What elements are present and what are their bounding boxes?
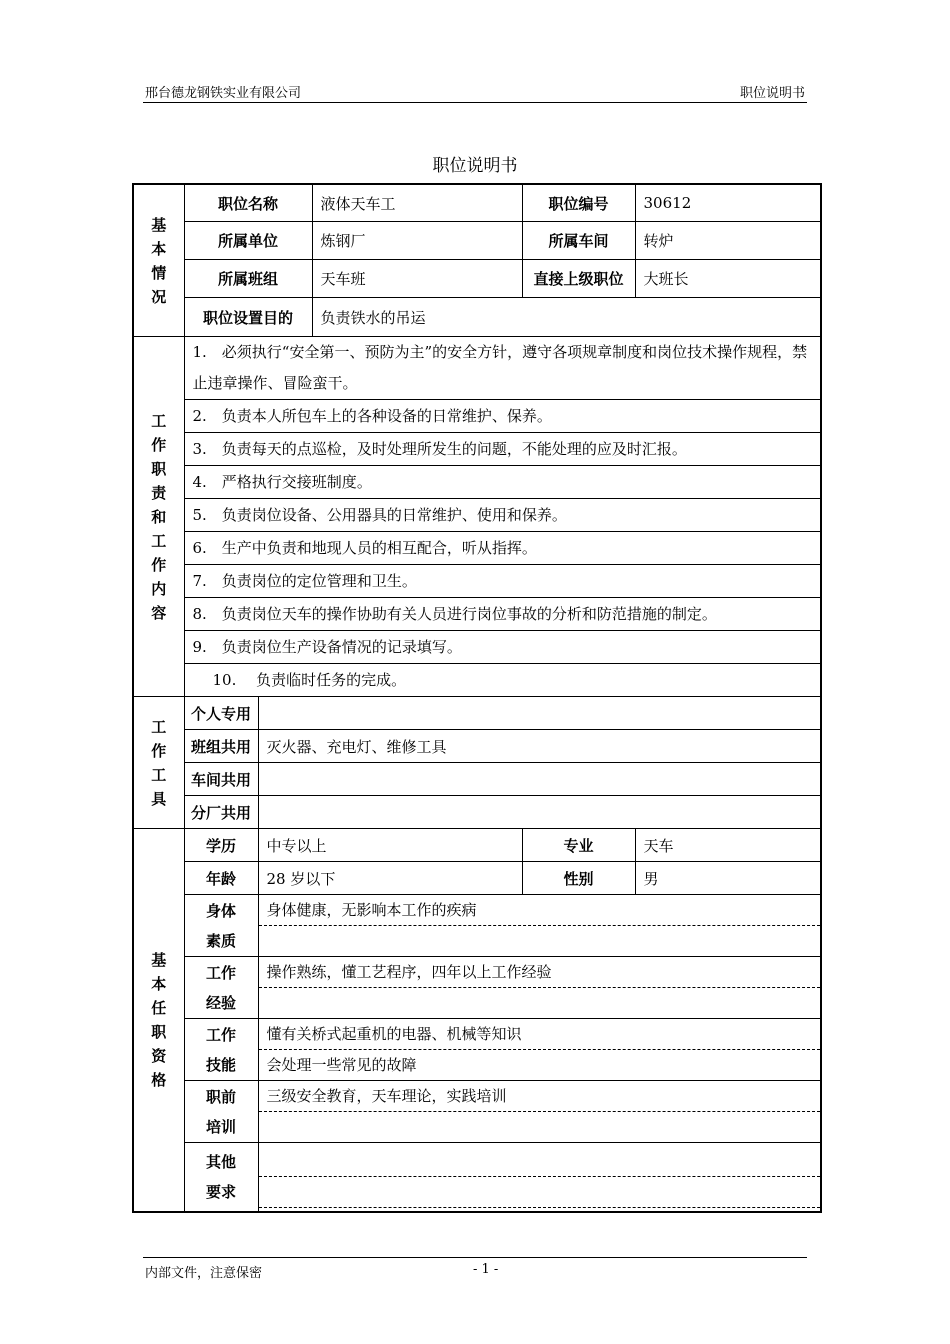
duty-item: 5. 负责岗位设备、公用器具的日常维护、使用和保养。 (184, 499, 821, 532)
gender-label: 性别 (522, 862, 635, 895)
experience-label: 工作 经验 (184, 957, 258, 1019)
tools-team-label: 班组共用 (184, 730, 258, 763)
age: 28 岁以下 (258, 862, 522, 895)
section-duties: 工 作 职 责 和 工 作 内 容 (133, 337, 184, 697)
section-qualifications: 基 本 任 职 资 格 (133, 829, 184, 1213)
physical-requirement: 身体健康，无影响本工作的疾病 (258, 895, 821, 957)
superior-label: 直接上级职位 (522, 260, 635, 298)
skills-requirement: 懂有关桥式起重机的电器、机械等知识 会处理一些常见的故障 (258, 1019, 821, 1081)
tools-workshop (258, 763, 821, 796)
age-label: 年龄 (184, 862, 258, 895)
job-name-label: 职位名称 (184, 184, 312, 222)
skills-label: 工作 技能 (184, 1019, 258, 1081)
duty-item: 6. 生产中负责和地现人员的相互配合，听从指挥。 (184, 532, 821, 565)
page-header (143, 80, 807, 103)
header-doc-type: 职位说明书 (739, 86, 805, 101)
job-description-table (132, 183, 822, 1213)
page-title: 职位说明书 (432, 156, 518, 176)
major-label: 专业 (522, 829, 635, 862)
purpose-label: 职位设置目的 (184, 298, 312, 337)
workshop: 转炉 (635, 222, 821, 260)
tools-personal-label: 个人专用 (184, 697, 258, 730)
tools-plant (258, 796, 821, 829)
job-code-label: 职位编号 (522, 184, 635, 222)
education: 中专以上 (258, 829, 522, 862)
job-name: 液体天车工 (312, 184, 522, 222)
team: 天车班 (312, 260, 522, 298)
section-tools: 工 作 工 具 (133, 697, 184, 829)
purpose: 负责铁水的吊运 (312, 298, 821, 337)
unit-label: 所属单位 (184, 222, 312, 260)
superior: 大班长 (635, 260, 821, 298)
duty-item: 2. 负责本人所包车上的各种设备的日常维护、保养。 (184, 400, 821, 433)
job-code: 30612 (635, 184, 821, 222)
major: 天车 (635, 829, 821, 862)
duty-item: 8. 负责岗位天车的操作协助有关人员进行岗位事故的分析和防范措施的制定。 (184, 598, 821, 631)
experience-requirement: 操作熟练，懂工艺程序，四年以上工作经验 (258, 957, 821, 1019)
page-footer (143, 1257, 807, 1281)
duty-item: 1. 必须执行“安全第一、预防为主”的安全方针，遵守各项规章制度和岗位技术操作规程，禁止违章操作、冒险蛮干。 (184, 337, 821, 400)
duty-item: 9. 负责岗位生产设备情况的记录填写。 (184, 631, 821, 664)
section-basic: 基 本 情 况 (133, 184, 184, 337)
duty-item: 7. 负责岗位的定位管理和卫生。 (184, 565, 821, 598)
duty-item: 10. 负责临时任务的完成。 (184, 664, 821, 697)
duty-item: 3. 负责每天的点巡检，及时处理所发生的问题，不能处理的应及时汇报。 (184, 433, 821, 466)
page-number: - 1 - (473, 1262, 499, 1277)
tools-team: 灭火器、充电灯、维修工具 (258, 730, 821, 763)
training-requirement: 三级安全教育，天车理论，实践培训 (258, 1081, 821, 1143)
gender: 男 (635, 862, 821, 895)
confidential-note: 内部文件，注意保密 (145, 1266, 263, 1281)
other-label: 其他 要求 (184, 1143, 258, 1213)
tools-workshop-label: 车间共用 (184, 763, 258, 796)
workshop-label: 所属车间 (522, 222, 635, 260)
physical-label: 身体 素质 (184, 895, 258, 957)
unit: 炼钢厂 (312, 222, 522, 260)
tools-plant-label: 分厂共用 (184, 796, 258, 829)
education-label: 学历 (184, 829, 258, 862)
training-label: 职前 培训 (184, 1081, 258, 1143)
tools-personal (258, 697, 821, 730)
duty-item: 4. 严格执行交接班制度。 (184, 466, 821, 499)
other-requirement (258, 1143, 821, 1213)
team-label: 所属班组 (184, 260, 312, 298)
company-name: 邢台德龙钢铁实业有限公司 (145, 86, 302, 101)
